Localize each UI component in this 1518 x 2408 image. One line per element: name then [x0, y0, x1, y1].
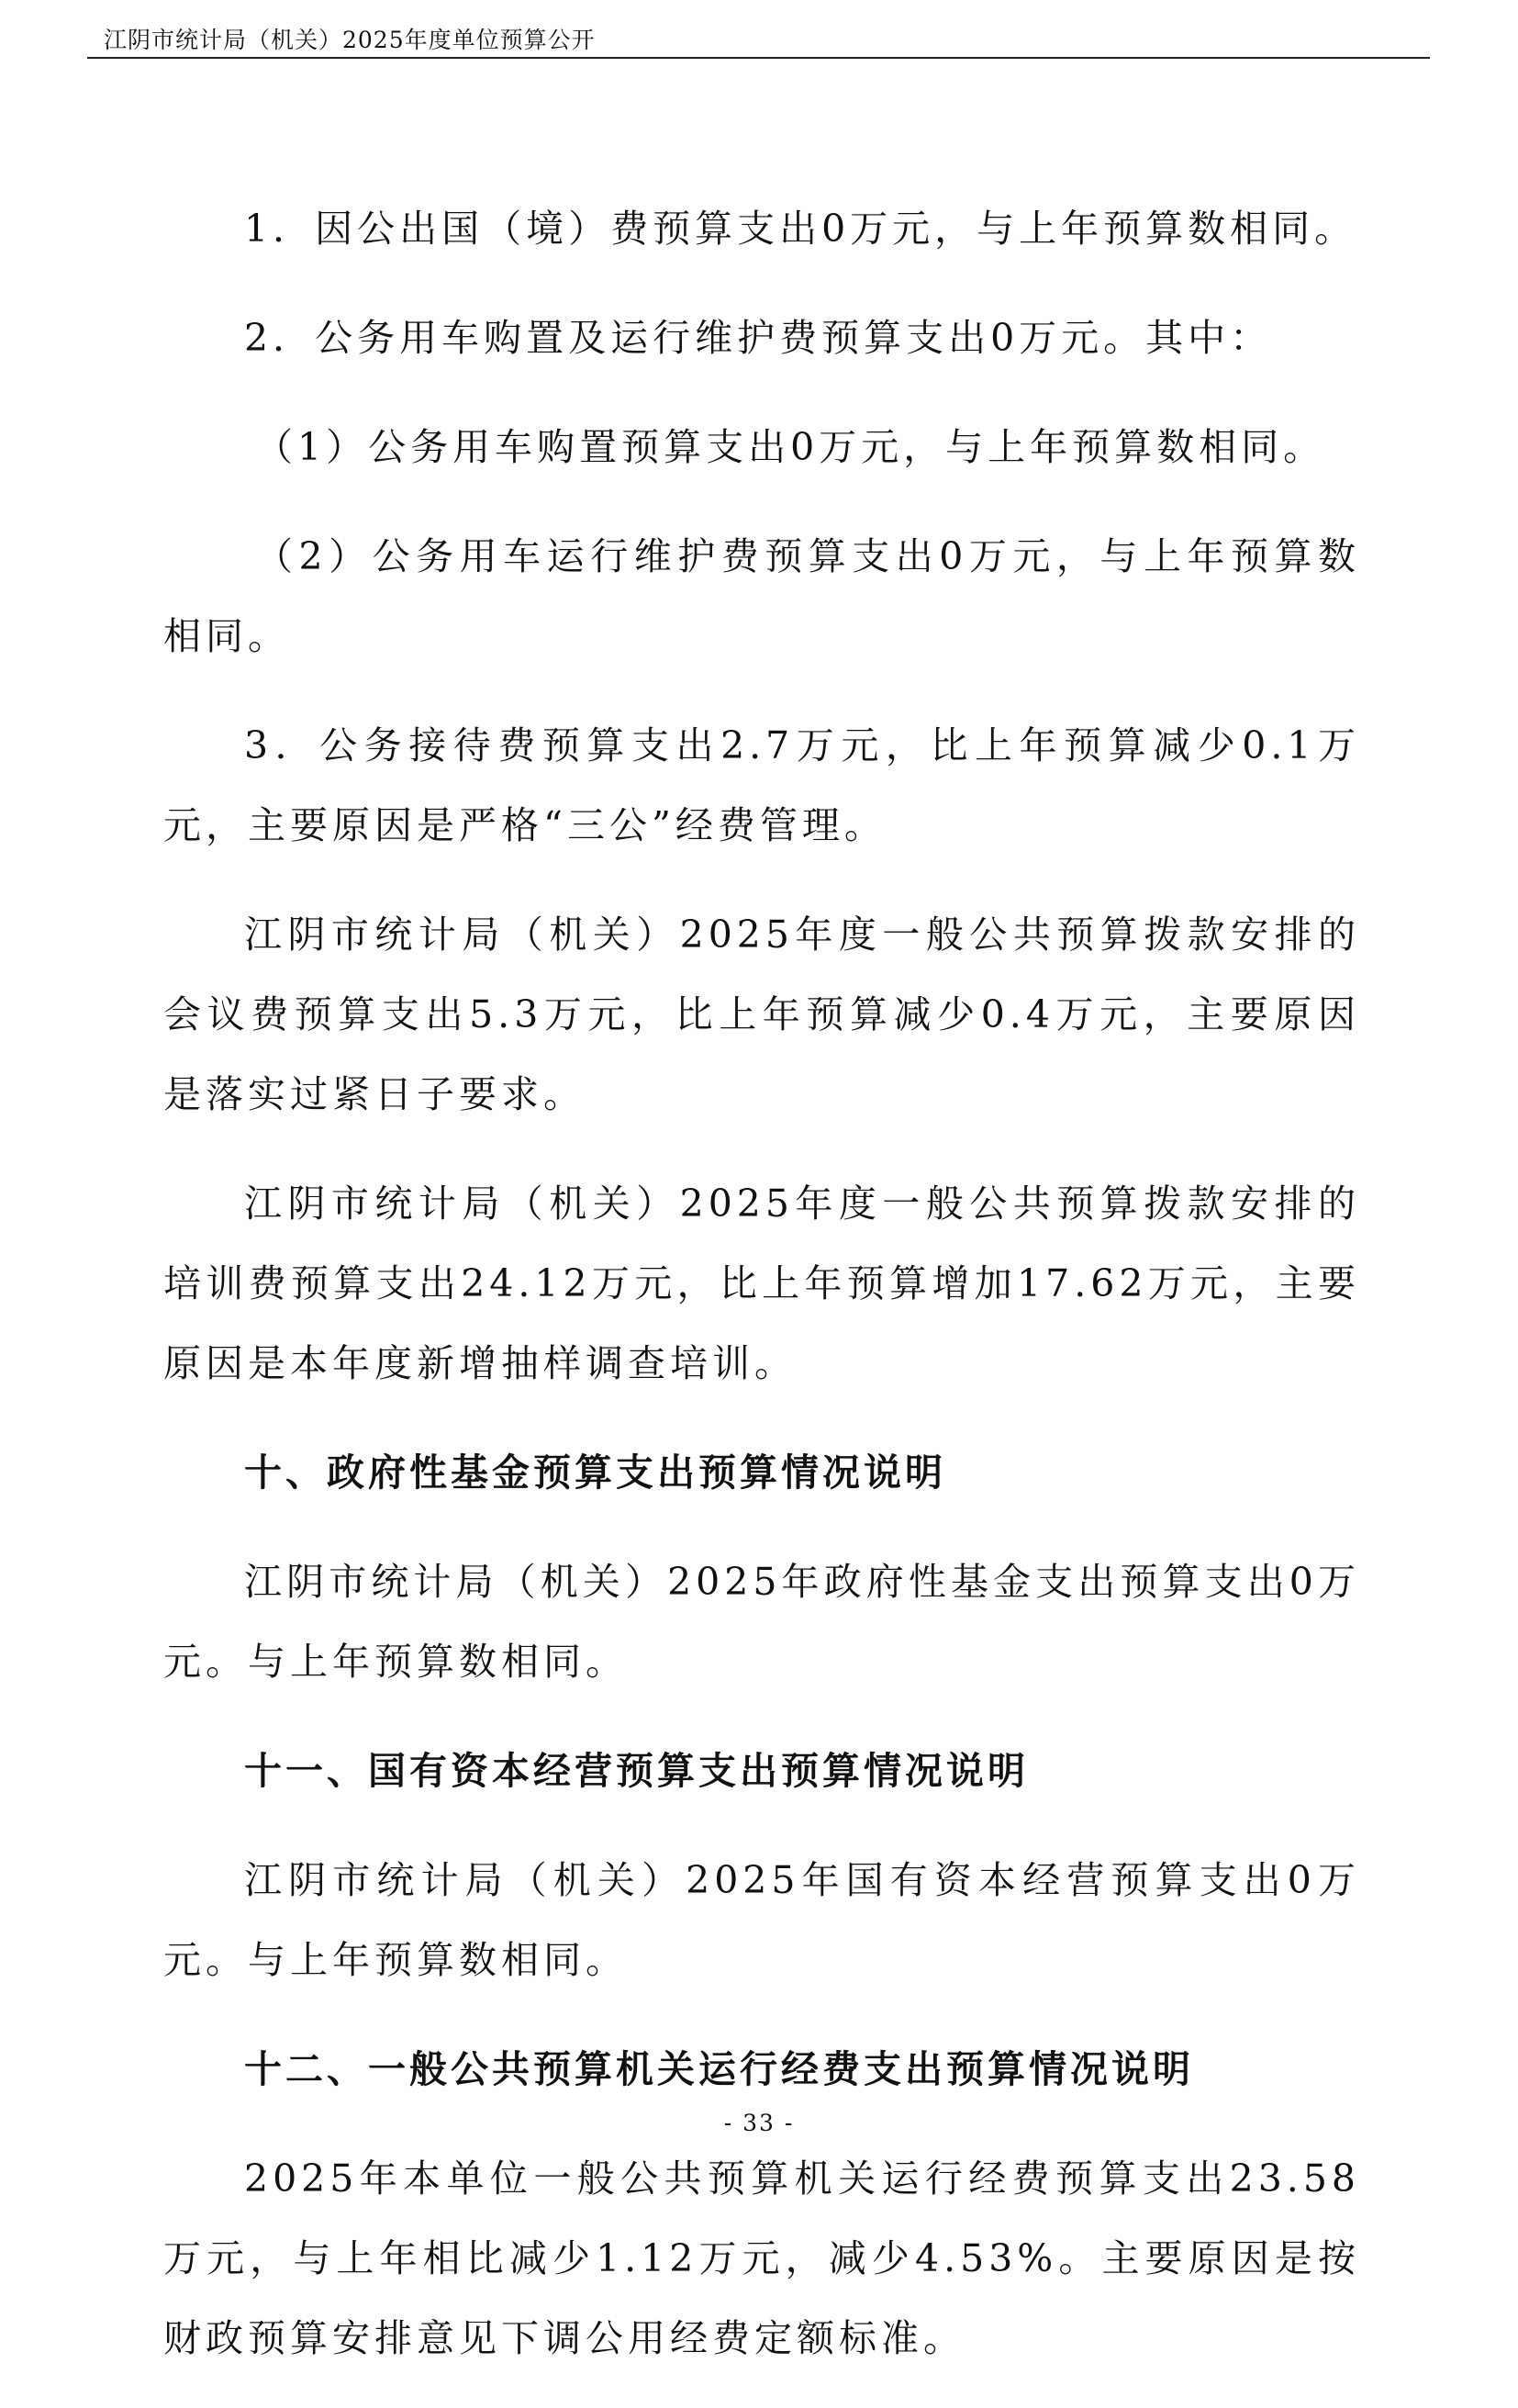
paragraph-training-fee: 江阴市统计局（机关）2025年度一般公共预算拨款安排的培训费预算支出24.12万元，比上年预算增加17.62万元，主要原因是本年度新增抽样调查培训。	[163, 1182, 1360, 1385]
paragraph-vehicle-maintenance: （2）公务用车运行维护费预算支出0万元，与上年预算数相同。	[163, 534, 1360, 658]
page-header	[87, 20, 1430, 59]
section-heading-state-capital: 十一、国有资本经营预算支出预算情况说明	[244, 1749, 1029, 1793]
paragraph-government-fund: 江阴市统计局（机关）2025年政府性基金支出预算支出0万元。与上年预算数相同。	[163, 1560, 1360, 1684]
paragraph-operating-expenses: 2025年本单位一般公共预算机关运行经费预算支出23.58万元，与上年相比减少1.12万元，减少4.53%。主要原因是按财政预算安排意见下调公用经费定额标准。	[163, 2156, 1360, 2360]
paragraph-meeting-fee: 江阴市统计局（机关）2025年度一般公共预算拨款安排的会议费预算支出5.3万元，比上年预算减少0.4万元，主要原因是落实过紧日子要求。	[163, 913, 1360, 1116]
paragraph-official-vehicles: 2．公务用车购置及运行维护费预算支出0万元。其中：	[244, 316, 1273, 360]
header-title: 江阴市统计局（机关）2025年度单位预算公开	[104, 27, 596, 53]
paragraph-vehicle-purchase: （1）公务用车购置预算支出0万元，与上年预算数相同。	[255, 425, 1326, 469]
paragraph-reception-fee: 3．公务接待费预算支出2.7万元，比上年预算减少0.1万元，主要原因是严格“三公”经费管理。	[163, 723, 1360, 847]
document-body	[163, 189, 1360, 2408]
section-heading-government-fund: 十、政府性基金预算支出预算情况说明	[244, 1450, 946, 1495]
page-number: - 33 -	[723, 2110, 795, 2136]
paragraph-overseas-travel: 1．因公出国（境）费预算支出0万元，与上年预算数相同。	[244, 207, 1357, 251]
paragraph-state-capital: 江阴市统计局（机关）2025年国有资本经营预算支出0万元。与上年预算数相同。	[163, 1858, 1360, 1982]
section-heading-operating-expenses: 十二、一般公共预算机关运行经费支出预算情况说明	[244, 2047, 1194, 2091]
